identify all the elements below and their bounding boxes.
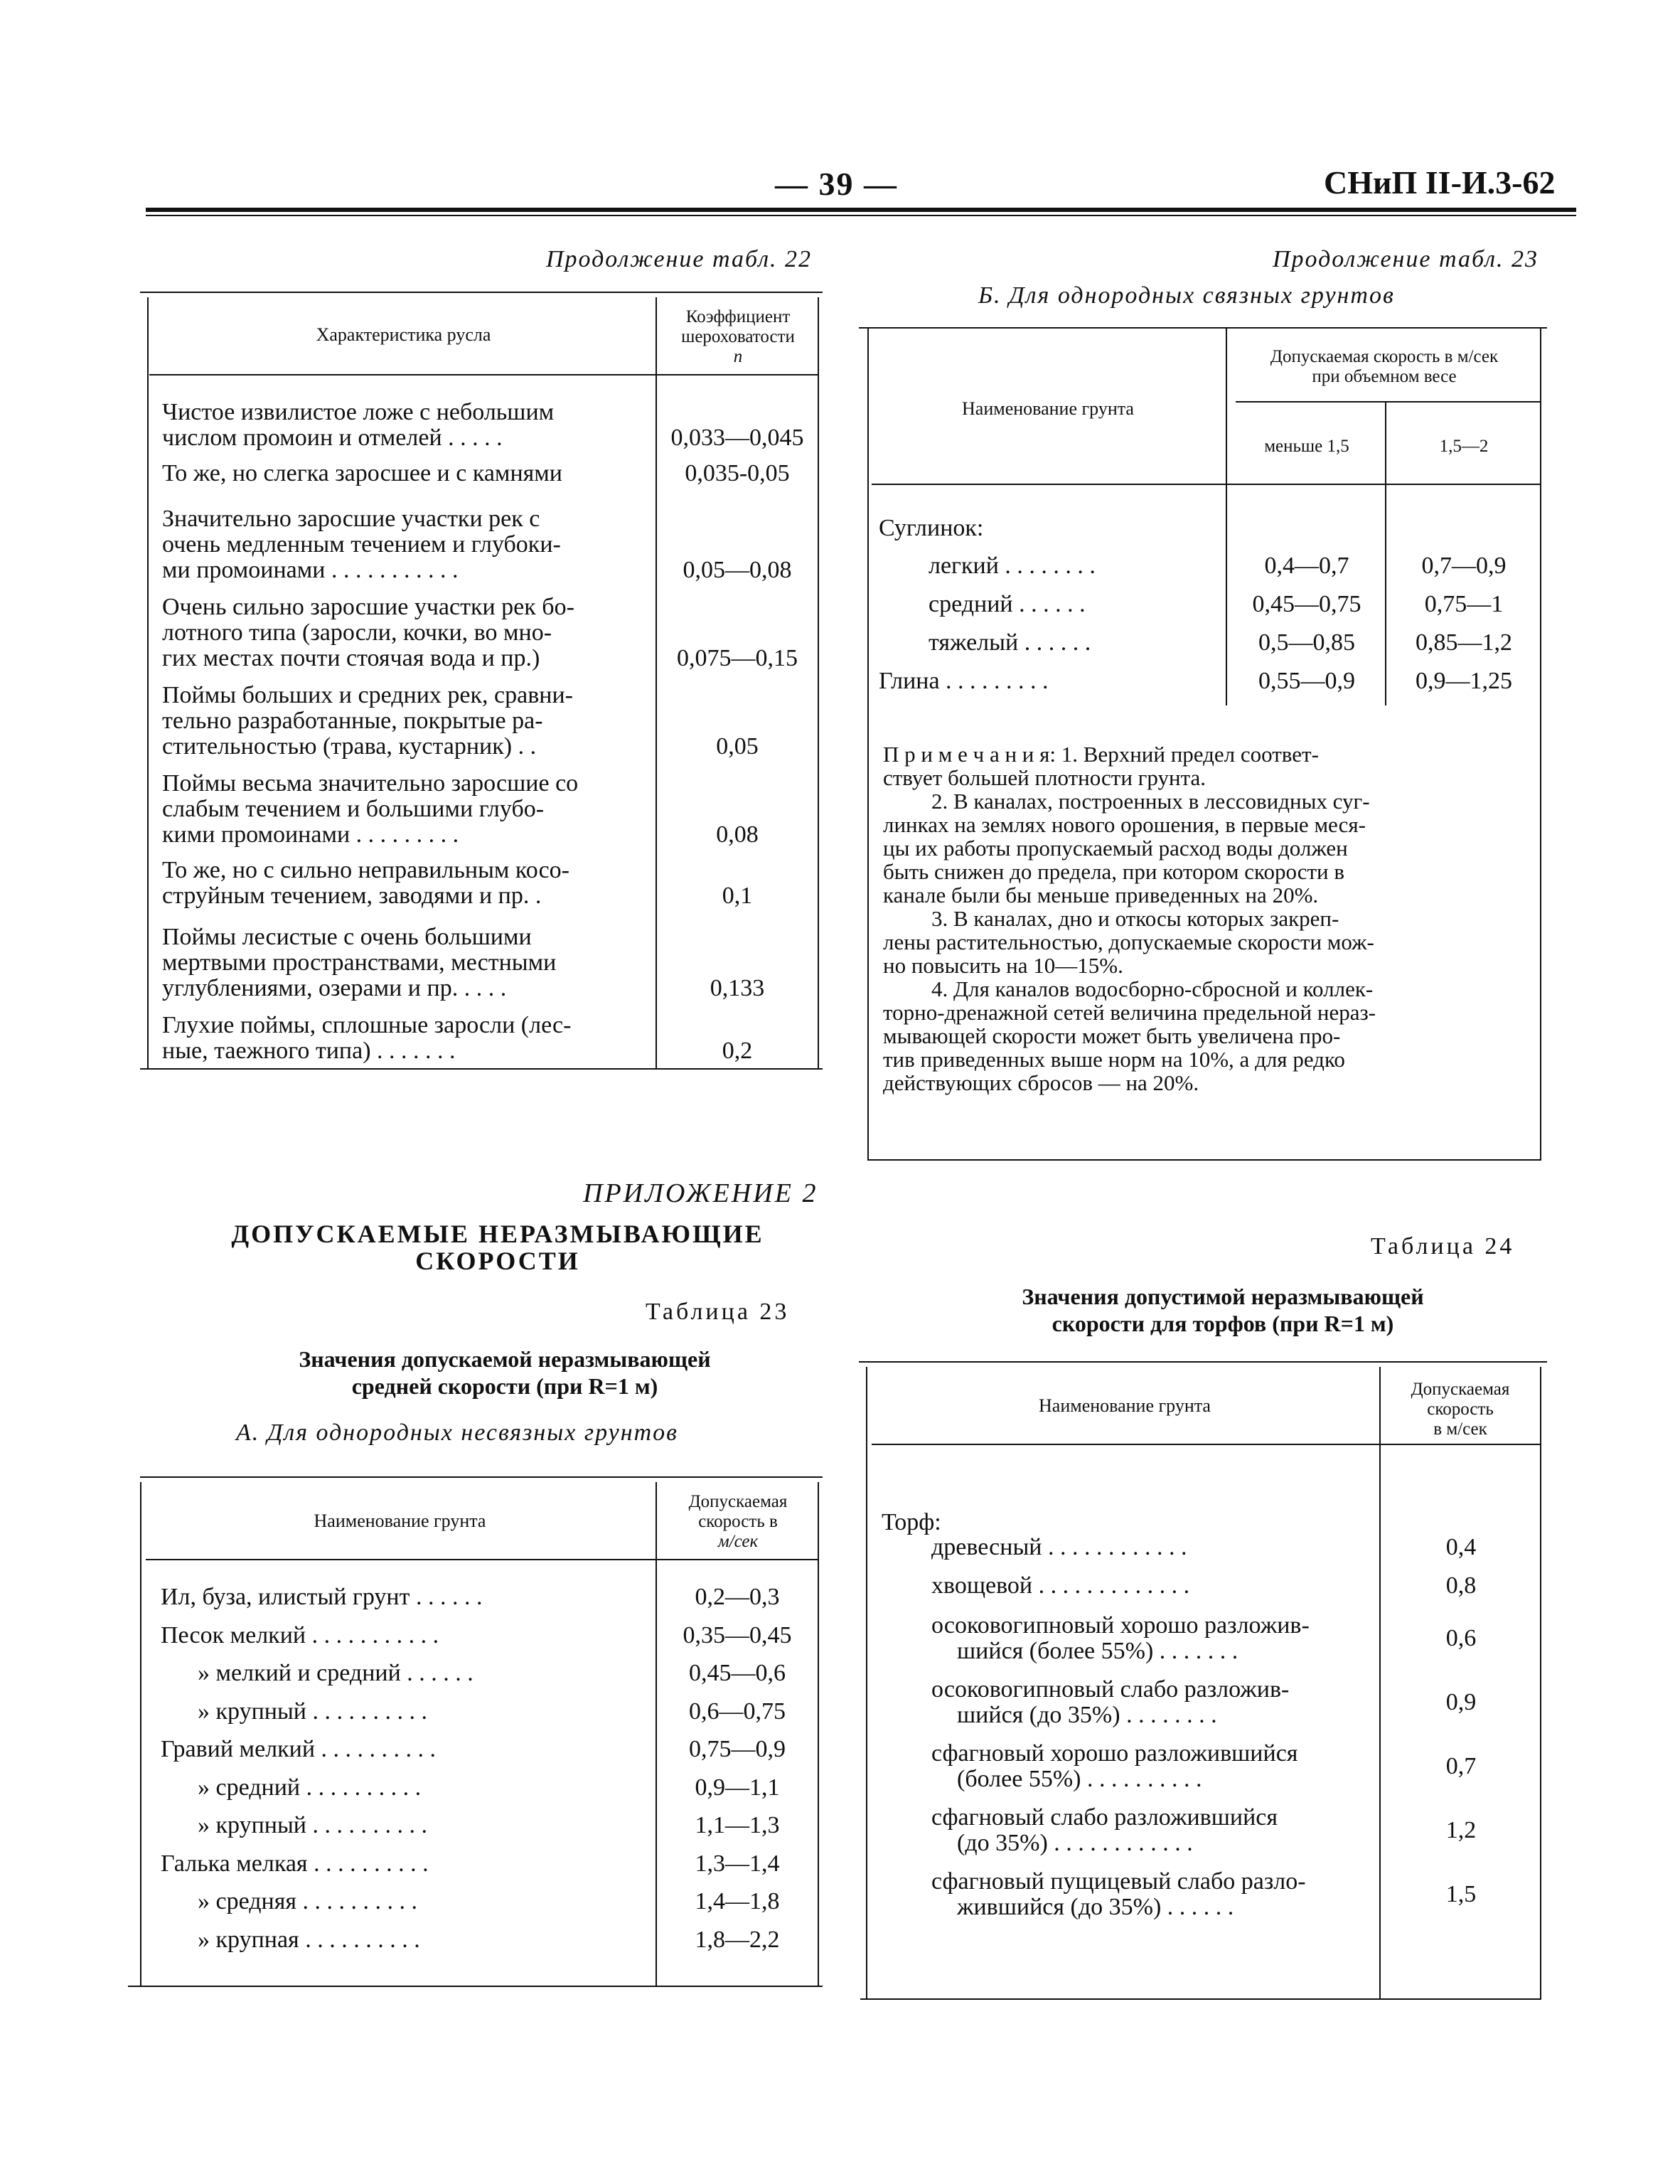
table23a-row-value: 0,35—0,45: [683, 1621, 792, 1648]
table23a-row-value: 0,45—0,6: [689, 1660, 786, 1686]
table23b-note-line: цы их работы пропускаемый расход воды должен: [883, 836, 1348, 861]
table23b-top-rule: [859, 327, 1547, 329]
table23b-subheader-2: 1,5—2: [1439, 437, 1489, 456]
table23b-note-line: П р и м е ч а н и я: 1. Верхний предел соответ-: [883, 742, 1319, 767]
table23b-row-value-1: 0,45—0,75: [1252, 591, 1361, 617]
table23b-col1-header: Наименование грунта: [962, 398, 1134, 419]
table22-row-text: слабым течением и большими глубо-: [162, 797, 545, 822]
table23a-left-edge: [140, 1482, 141, 1987]
table23-label: Таблица 23: [646, 1299, 790, 1325]
table22-right-edge: [818, 297, 819, 1068]
table23b-left-edge: [867, 329, 869, 1161]
table24-col-divider: [1379, 1367, 1381, 2000]
table23a-row-name: » крупная . . . . . . . . . .: [198, 1927, 420, 1953]
table22-row-text: Очень сильно заросшие участки рек бо-: [162, 595, 574, 620]
table23b-note-line: 2. В каналах, построенных в лессовидных суг-: [931, 789, 1370, 814]
table22-row-text: Значительно заросшие участки рек с: [162, 506, 540, 532]
table22-bottom-rule: [140, 1068, 823, 1070]
table22-row-text: числом промоин и отмелей . . . . .: [162, 425, 503, 451]
table22-row-text: лотного типа (заросли, кочки, во мно-: [162, 620, 552, 646]
table23a-row-name: Песок мелкий . . . . . . . . . . .: [161, 1622, 439, 1648]
table22-row-text: Поймы весьма значительно заросшие со: [162, 771, 579, 797]
table24-row-value: 1,2: [1445, 1817, 1477, 1843]
table23b-note-line: ствует большей плотности грунта.: [883, 765, 1207, 790]
table23b-note-line: мывающей скорости может быть увеличена про-: [883, 1023, 1341, 1048]
table22-row-text: очень медленным течением и глубоки-: [162, 532, 561, 558]
table23a-header-rule: [146, 1559, 818, 1560]
table24-row-value: 0,8: [1445, 1572, 1477, 1599]
table23b-header-rule: [872, 484, 1540, 485]
table24-row-text: жившийся (до 35%) . . . . . .: [957, 1895, 1234, 1920]
table23a-col1-header: Наименование грунта: [314, 1511, 486, 1531]
table24-row-text: сфагновый слабо разложившийся: [931, 1805, 1278, 1831]
table23b-note-line: канале были бы меньше приведенных на 20%.: [883, 883, 1319, 907]
table24-row-value: 0,7: [1445, 1753, 1477, 1779]
table23a-row-name: » средний . . . . . . . . . .: [198, 1774, 422, 1801]
table23a-row-value: 1,8—2,2: [695, 1926, 780, 1953]
table23a-right-edge: [818, 1482, 819, 1987]
table22-row-value: 0,1: [722, 883, 753, 909]
table23a-row-name: Гравий мелкий . . . . . . . . . .: [161, 1737, 437, 1762]
header-rule: [146, 208, 1576, 212]
table23b-group-rule: [1236, 401, 1540, 403]
table24-row-value: 0,4: [1445, 1534, 1477, 1560]
table22-row-text: углублениями, озерами и пр. . . . .: [162, 976, 507, 1001]
table23b-note-line: лены растительностью, допускаемые скорости мож-: [883, 929, 1374, 954]
table23b-note-line: но повысить на 10—15%.: [883, 953, 1123, 978]
appendix-label: ПРИЛОЖЕНИЕ 2: [583, 1178, 818, 1208]
table22-row-text: То же, но с сильно неправильным косо-: [162, 858, 569, 883]
table23a-row-name: » крупный . . . . . . . . . .: [198, 1698, 427, 1725]
table24-group-label: Торф:: [882, 1509, 941, 1535]
table22-row-text: Глухие поймы, сплошные заросли (лес-: [162, 1013, 572, 1038]
table23b-note-line: быть снижен до предела, при котором скорости в: [883, 859, 1345, 884]
table23b-row-value-2: 0,75—1: [1424, 591, 1504, 617]
table24-row-value: 0,9: [1445, 1689, 1477, 1715]
table22-row-value: 0,033—0,045: [670, 425, 804, 451]
table23a-row-name: » крупный . . . . . . . . . .: [198, 1813, 427, 1838]
table22-row-text: ные, таежного типа) . . . . . . .: [162, 1038, 456, 1064]
table22-row-value: 0,035-0,05: [685, 460, 790, 486]
table22-col2-header: Коэффициент шероховатости n: [681, 307, 795, 366]
table23b-row-value-1: 0,55—0,9: [1258, 668, 1355, 694]
table23-title: Значения допускаемой неразмывающей средней скорости (при R=1 м): [299, 1346, 711, 1399]
table24-label: Таблица 24: [1371, 1233, 1515, 1259]
table23a-row-value: 1,1—1,3: [695, 1812, 780, 1838]
table22-col-divider: [656, 297, 657, 1068]
table24-row-text: осоковогипновый слабо разложив-: [931, 1677, 1290, 1703]
table22-row-text: То же, но слегка заросшее и с камнями: [162, 461, 562, 486]
table22-row-text: мертвыми пространствами, местными: [162, 950, 557, 976]
table24-left-edge: [866, 1367, 867, 2000]
table23b-note-line: торно-дренажной сетей величина предельной нераз-: [883, 1000, 1376, 1025]
table23b-row-value-2: 0,9—1,25: [1416, 668, 1512, 694]
document-code: СНиП II-И.3-62: [1324, 164, 1556, 201]
table23b-row-value-2: 0,7—0,9: [1421, 553, 1507, 579]
table23b-row-name: средний . . . . . .: [929, 592, 1086, 617]
table23a-row-name: » мелкий и средний . . . . . .: [198, 1661, 473, 1686]
table22-row-text: Поймы больших и средних рек, сравни-: [162, 683, 573, 708]
table23b-note-line: 4. Для каналов водосборно-сбросной и коллек-: [931, 976, 1374, 1001]
table22-header-rule: [149, 374, 819, 375]
table23b-caption: Продолжение табл. 23: [1273, 246, 1539, 272]
table23b-col1-divider: [1226, 329, 1227, 705]
table23b-note-line: 3. В каналах, дно и откосы которых закреп-: [931, 906, 1339, 931]
table23b-col2-divider: [1385, 403, 1386, 705]
page-number: — 39 —: [775, 166, 898, 202]
table23a-row-value: 0,2—0,3: [695, 1584, 780, 1610]
table24-top-rule: [859, 1361, 1547, 1363]
table23a-row-name: Галька мелкая . . . . . . . . . .: [161, 1850, 429, 1877]
header-rule-thin: [146, 215, 1576, 216]
table24-row-text: сфагновый пущицевый слабо разло-: [931, 1869, 1306, 1895]
table23a-row-value: 0,6—0,75: [689, 1698, 786, 1725]
table23b-bottom-rule: [867, 1159, 1541, 1161]
table23b-row-value-1: 0,4—0,7: [1264, 553, 1349, 579]
table23b-row-value-2: 0,85—1,2: [1416, 629, 1512, 656]
table24-row-value: 0,6: [1445, 1625, 1477, 1651]
table22-col1-header: Характеристика русла: [316, 324, 491, 345]
table23b-row-name: легкий . . . . . . . .: [929, 553, 1096, 579]
table23b-subcaption: Б. Для однородных связных грунтов: [978, 282, 1395, 309]
table23a-row-name: » средняя . . . . . . . . . .: [198, 1889, 418, 1914]
table22-row-text: ми промоинами . . . . . . . . . . .: [162, 558, 459, 583]
table24-bottom-rule: [860, 1998, 1541, 2000]
table22-row-value: 0,05—0,08: [683, 557, 792, 583]
table24-row-text: (до 35%) . . . . . . . . . . . .: [957, 1831, 1193, 1856]
table22-row-value: 0,2: [722, 1038, 753, 1064]
table24-right-edge: [1540, 1367, 1541, 2000]
table23a-col2-header: Допускаемая скорость в м/сек: [688, 1492, 788, 1551]
table23a-subcaption: А. Для однородных несвязных грунтов: [236, 1419, 678, 1446]
table22-row-value: 0,075—0,15: [677, 645, 798, 671]
table22-row-text: гих местах почти стоячая вода и пр.): [162, 646, 540, 671]
table22-row-text: Поймы лесистые с очень большими: [162, 925, 532, 950]
table22-row-text: кими промоинами . . . . . . . . .: [162, 822, 459, 848]
table22-row-text: стительностью (трава, кустарник) . .: [162, 734, 537, 760]
table24-row-text: сфагновый хорошо разложившийся: [931, 1741, 1298, 1767]
table22-caption: Продолжение табл. 22: [546, 246, 813, 272]
table24-header-rule: [872, 1444, 1540, 1445]
table22-left-edge: [147, 297, 149, 1068]
table24-row-text: (более 55%) . . . . . . . . . .: [957, 1767, 1202, 1792]
table24-row-value: 1,5: [1445, 1881, 1477, 1907]
table23b-right-edge: [1540, 329, 1541, 1161]
table23a-row-value: 0,9—1,1: [695, 1774, 780, 1801]
table22-row-value: 0,133: [710, 975, 765, 1001]
appendix-title: ДОПУСКАЕМЫЕ НЕРАЗМЫВАЮЩИЕ СКОРОСТИ: [231, 1220, 764, 1275]
table23a-col-divider: [656, 1482, 657, 1987]
table22-row-value: 0,05: [716, 733, 759, 760]
table23a-bottom-rule: [128, 1986, 823, 1987]
table24-row-text: шийся (до 35%) . . . . . . . .: [957, 1703, 1217, 1728]
table22-row-text: Чистое извилистое ложе с небольшим: [162, 400, 555, 425]
table23b-row-value-1: 0,5—0,85: [1258, 629, 1355, 656]
table24-row-text: осоковогипновый хорошо разложив-: [931, 1613, 1310, 1639]
table24-col2-header: Допускаемая скорость в м/сек: [1411, 1380, 1510, 1439]
table23a-top-rule: [140, 1476, 823, 1478]
table23b-note-line: тив приведенных выше норм на 10%, а для редко: [883, 1047, 1345, 1072]
table23b-group-label: Суглинок:: [879, 515, 984, 541]
table23b-note-line: действующих сбросов — на 20%.: [883, 1070, 1199, 1095]
table23b-note-line: линках на землях нового орошения, в первые меся-: [883, 812, 1366, 837]
table22-top-rule: [140, 292, 823, 293]
table23b-subheader-1: меньше 1,5: [1264, 437, 1349, 456]
table23a-row-name: Ил, буза, илистый грунт . . . . . .: [161, 1584, 483, 1610]
table22-row-text: тельно разработанные, покрытые ра-: [162, 708, 543, 734]
table23a-row-value: 1,3—1,4: [695, 1850, 780, 1877]
table23b-row-name: Глина . . . . . . . . .: [879, 668, 1049, 694]
table23a-row-value: 0,75—0,9: [689, 1736, 786, 1762]
table22-row-text: струйным течением, заводями и пр. .: [162, 883, 542, 909]
table24-row-text: древесный . . . . . . . . . . . .: [931, 1535, 1187, 1560]
table24-col1-header: Наименование грунта: [1039, 1395, 1211, 1416]
table24-row-text: шийся (более 55%) . . . . . . .: [957, 1639, 1238, 1664]
table22-row-value: 0,08: [716, 821, 759, 848]
table23b-row-name: тяжелый . . . . . .: [929, 630, 1091, 656]
table23b-group-header: Допускаемая скорость в м/сек при объемном весе: [1270, 347, 1499, 386]
table24-row-text: хвощевой . . . . . . . . . . . . .: [931, 1573, 1190, 1599]
table23a-row-value: 1,4—1,8: [695, 1888, 780, 1914]
table24-title: Значения допустимой неразмывающей скорости для торфов (при R=1 м): [1022, 1284, 1424, 1336]
